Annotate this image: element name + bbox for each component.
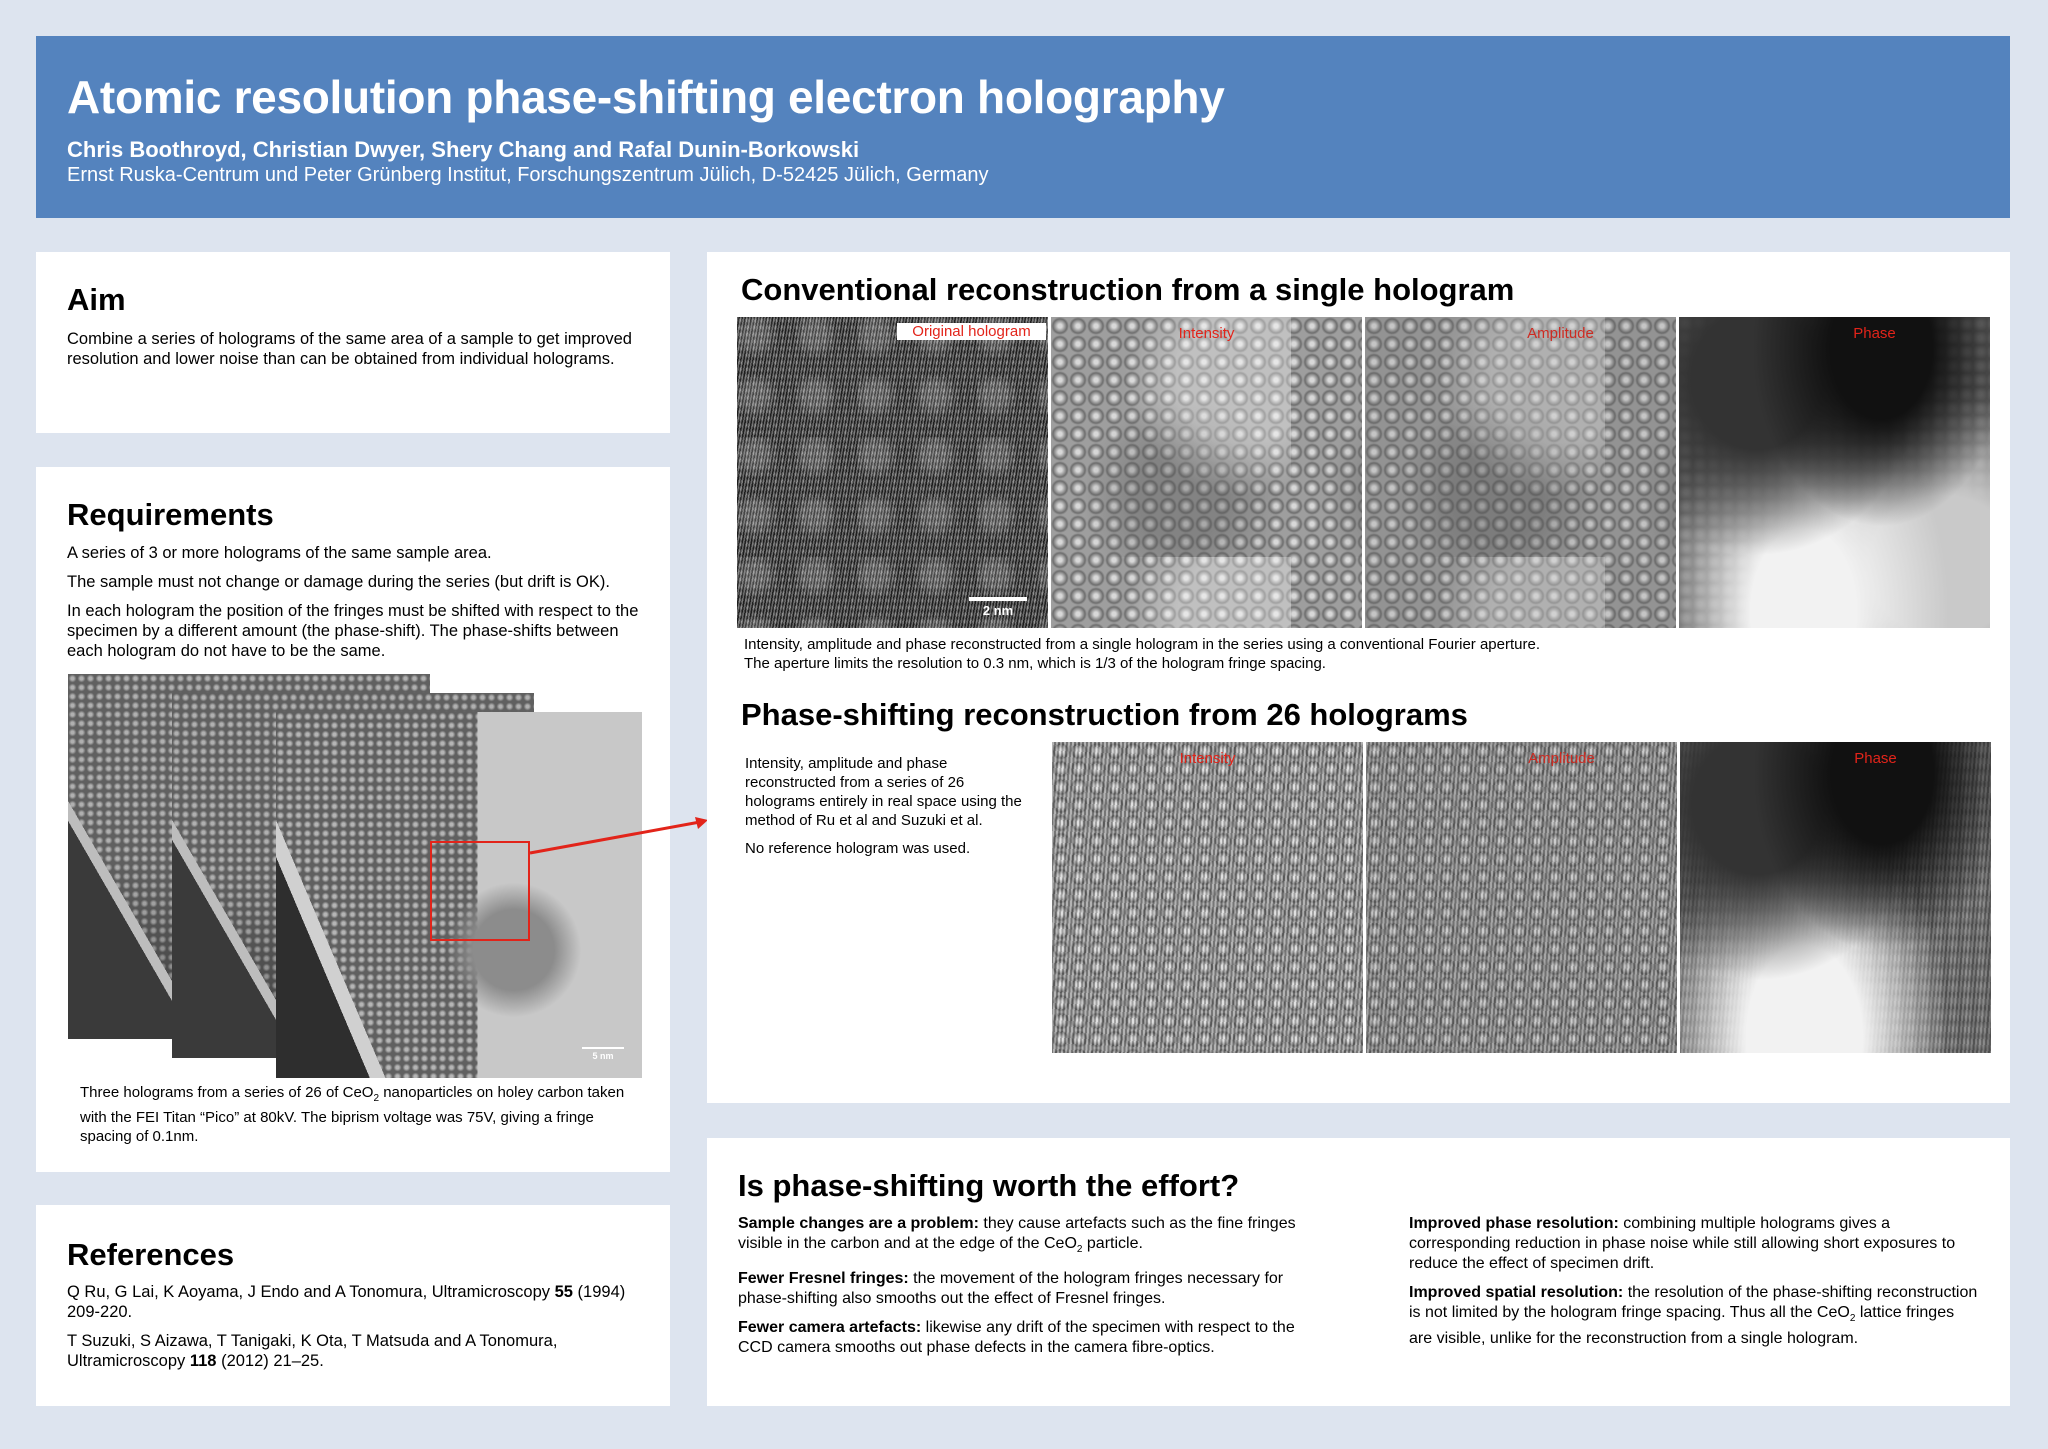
selection-box — [430, 841, 530, 941]
phase-shifting-amplitude-image — [1366, 742, 1677, 1053]
phase-shifting-phase-image — [1680, 742, 1991, 1053]
point-item: Improved spatial resolution: the resolution of the phase-shifting reconstruction is not limited by the hologram fringe spacing. Thus all the CeO$_2$ lattice fringes are visible, unlike for the reconstruction from a single hologram. — [1409, 1284, 1978, 1348]
reference-item: T Suzuki, S Aizawa, T Tanigaki, K Ota, T Matsuda and A Tonomura, Ultramicroscopy 118 (2012) 21–25. — [67, 1332, 558, 1370]
point-item: Fewer Fresnel fringes: the movement of the hologram fringes necessary for phase-shifting also smooths out the effect of Fresnel fringes. — [738, 1270, 1284, 1308]
reconstruction-panel — [707, 252, 2010, 1103]
point-item: Sample changes are a problem: they cause artefacts such as the fine fringes visible in the carbon and at the edge of the CeO$_2$ particle. — [738, 1215, 1296, 1256]
requirement-item: A series of 3 or more holograms of the same sample area. — [67, 544, 492, 562]
conventional-title: Conventional reconstruction from a single hologram — [741, 272, 1515, 307]
worth-right-column — [1409, 1214, 1979, 1358]
conventional-caption: Intensity, amplitude and phase reconstructed from a single hologram in the series using a conventional Fourier aperture. The aperture limits the resolution to 0.3 nm, which is 1/3 of the hologram fringe spacing. — [744, 636, 1540, 672]
reference-item: Q Ru, G Lai, K Aoyama, J Endo and A Tonomura, Ultramicroscopy 55 (1994) 209-220. — [67, 1283, 626, 1321]
scale-bar-5nm: 5 nm — [582, 1047, 624, 1061]
references-title: References — [67, 1237, 235, 1272]
requirement-item: In each hologram the position of the fringes must be shifted with respect to the specimen by a different amount (the phase-shift). The phase-shifts between each hologram do not have to be the same. — [67, 602, 639, 660]
conventional-amplitude-image — [1365, 317, 1676, 628]
pointer-arrow — [528, 815, 712, 860]
image-label: Phase — [1853, 325, 1896, 342]
references-panel — [36, 1205, 670, 1406]
worth-effort-panel — [707, 1138, 2010, 1406]
requirements-list — [67, 543, 652, 670]
conventional-phase-image — [1679, 317, 1990, 628]
authors: Chris Boothroyd, Christian Dwyer, Shery Chang and Rafal Dunin-Borkowski — [67, 137, 860, 162]
poster-header — [36, 36, 2010, 218]
requirements-title: Requirements — [67, 497, 274, 532]
point-item: Fewer camera artefacts: likewise any drift of the specimen with respect to the CCD camera smooths out phase defects in the camera fibre-optics. — [738, 1319, 1295, 1357]
aim-text: Combine a series of holograms of the same area of a sample to get improved resolution and lower noise than can be obtained from individual holograms. — [67, 330, 632, 368]
worth-effort-title: Is phase-shifting worth the effort? — [738, 1168, 1240, 1203]
original-hologram-image — [737, 317, 1048, 628]
poster-title: Atomic resolution phase-shifting electron holography — [67, 71, 1225, 123]
conventional-intensity-image — [1051, 317, 1362, 628]
point-item: Improved phase resolution: combining multiple holograms gives a corresponding reduction in phase noise while still allowing short exposures to reduce the effect of specimen drift. — [1409, 1215, 1956, 1272]
scale-bar-2nm: 2 nm — [969, 597, 1027, 618]
aim-panel — [36, 252, 670, 433]
affiliation: Ernst Ruska-Centrum und Peter Grünberg Institut, Forschungszentrum Jülich, D-52425 Jülich, Germany — [67, 164, 989, 186]
hologram-image-3 — [276, 712, 642, 1078]
requirement-item: The sample must not change or damage during the series (but drift is OK). — [67, 573, 610, 591]
aim-title: Aim — [67, 282, 126, 317]
image-label: Intensity — [1179, 750, 1236, 767]
phase-shifting-title: Phase-shifting reconstruction from 26 holograms — [741, 697, 1468, 732]
image-label: Amplitude — [1528, 750, 1595, 767]
image-label: Phase — [1854, 750, 1897, 767]
image-label: Amplitude — [1527, 325, 1594, 342]
image-label: Original hologram — [897, 323, 1046, 340]
worth-left-column — [738, 1214, 1308, 1367]
phase-shifting-intensity-image — [1052, 742, 1363, 1053]
requirements-caption: Three holograms from a series of 26 of CeO$_2$ nanoparticles on holey carbon taken with the FEI Titan “Pico” at 80kV. The biprism voltage was 75V, giving a fringe spacing of 0.1nm. — [80, 1084, 625, 1145]
image-label: Intensity — [1178, 325, 1235, 342]
phase-shifting-text: Intensity, amplitude and phase reconstructed from a series of 26 holograms entirely in real space using the method of Ru et al and Suzuki et al. No reference hologram was used. — [745, 755, 1022, 857]
references-list — [67, 1282, 647, 1380]
